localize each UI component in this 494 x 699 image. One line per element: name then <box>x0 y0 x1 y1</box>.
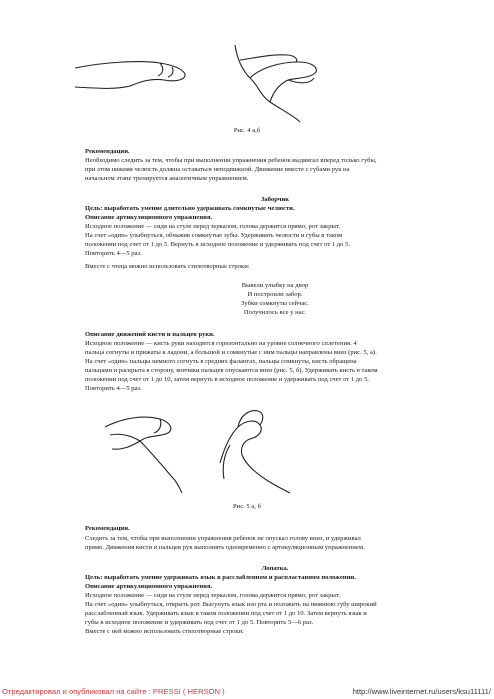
figure-4-caption: Рис. 4 а,б <box>233 127 261 134</box>
recommendations-line: начальном этапе тренируется аналогичным упражнением. <box>85 175 249 182</box>
exercise-line: Вместе с чтеца можно использовать стихотворные строки: <box>85 263 250 270</box>
hand-line: пальцами и раскрыта в сторону, кончики пальцев опускаются вниз (рис. 5, б). Удерживать кисть в таком <box>85 367 378 374</box>
poem-line: Вывели улыбку на двор <box>241 282 309 289</box>
exercise-line: Повторить 4—5 раз. <box>85 250 142 257</box>
figure-5-caption: Рис. 5 а, б <box>233 503 261 510</box>
recommendations-heading-2: Рекомендации. <box>85 525 130 532</box>
exercise-line: На счет «один» улыбнуться, обнажив сомкнутые зубы. Удерживать челюсти и губы в таком <box>85 232 343 239</box>
hand-line: На счет «один» пальцы немного согнуть в средних фалангах, пальцы сомкнуты, кисть обращена <box>85 358 357 365</box>
figure-5-hands <box>100 405 360 495</box>
exercise-line: Исходное положение — сидя на стуле перед зеркалом, голова держится прямо, рот закрыт. <box>85 223 340 230</box>
recommendations-heading-1: Рекомендации. <box>85 148 130 155</box>
exercise-goal: Цель: выработать умение длительно удерживать сомкнутые челюсти. <box>85 205 295 212</box>
hand-line: положении под счет от 1 до 10, затем вернуть в исходное положение и удерживать под счет от 1 до 5. <box>85 376 370 383</box>
hand-5b <box>220 421 290 493</box>
exercise-line: На счет «один» улыбнуться, открыть рот. Высунуть язык изо рта и положить на нижнюю губу широкий <box>85 601 377 608</box>
exercise-line: положении под счет от 1 до 5. Вернуть в исходное положение и удерживать под счет от 1 до 5. <box>85 241 351 248</box>
publisher-credit: Отредактировал и опубликовал на сайте : PRESSI ( HERSON ) <box>2 687 225 696</box>
hand-line: пальца согнуты и прижаты к ладони, а большой и сомкнутые с ним пальцы направлены вниз (рис. 5, а). <box>85 349 377 356</box>
source-url[interactable]: http://www.liveinternet.ru/users/ksu11111/ <box>352 687 491 696</box>
exercise-title-lopatka: Лопатка. <box>261 565 289 572</box>
recommendations-line: Следить за тем, чтобы при выполнении упражнения ребенок не опускал голову вниз, и удерживал <box>85 535 361 542</box>
articulation-description-heading: Описание артикуляционного упражнения. <box>85 214 213 221</box>
exercise-line: Исходное положение — сидя на стуле перед зеркалом, голова держится прямо, рот закрыт. <box>85 592 340 599</box>
hand-movements-heading: Описание движений кисти и пальцев руки. <box>85 331 215 338</box>
exercise-line: расслабленный язык. Удерживать язык в таком положении под счет от 1 до 10. Затем вернуть язык и <box>85 610 367 617</box>
hand-line: Повторить 4—5 раз. <box>85 385 142 392</box>
hand-line: Исходное положение — кисть руки находится горизонтально на уровне солнечного сплетения. 4 <box>85 340 357 347</box>
poem-line: Зубки сомкнуты сейчас. <box>241 300 309 307</box>
poem-line: Получилось все у нас. <box>243 309 307 316</box>
articulation-description-heading: Описание артикуляционного упражнения. <box>85 583 213 590</box>
figure-4-hands <box>60 40 420 125</box>
exercise-title-zaborchik: Заборчик <box>260 196 290 203</box>
recommendations-line: при этом нижняя челюсть должна оставаться неподвижной. Движение вместе с губами рук на <box>85 166 350 173</box>
exercise-line: Вместе с ней можно использовать стихотворные строки: <box>85 628 244 635</box>
recommendations-line: прямо. Движения кисти и пальцев рук выполнять одновременно с артикуляционным упражнением. <box>85 544 365 551</box>
page-footer <box>0 685 494 699</box>
exercise-goal: Цель: выработать умение удерживать язык в расслабленном и распластанном положении. <box>85 574 356 581</box>
exercise-line: губы в исходное положение и удерживать под счет от 1 до 5. Повторить 5—6 раз. <box>85 619 314 626</box>
hand-4b <box>235 45 300 122</box>
poem-line: И построили забор. <box>247 291 303 298</box>
hand-4a <box>75 62 185 89</box>
recommendations-line: Необходимо следить за тем, чтобы при выполнении упражнения ребенок выдвигал вперед только губы, <box>85 157 377 164</box>
